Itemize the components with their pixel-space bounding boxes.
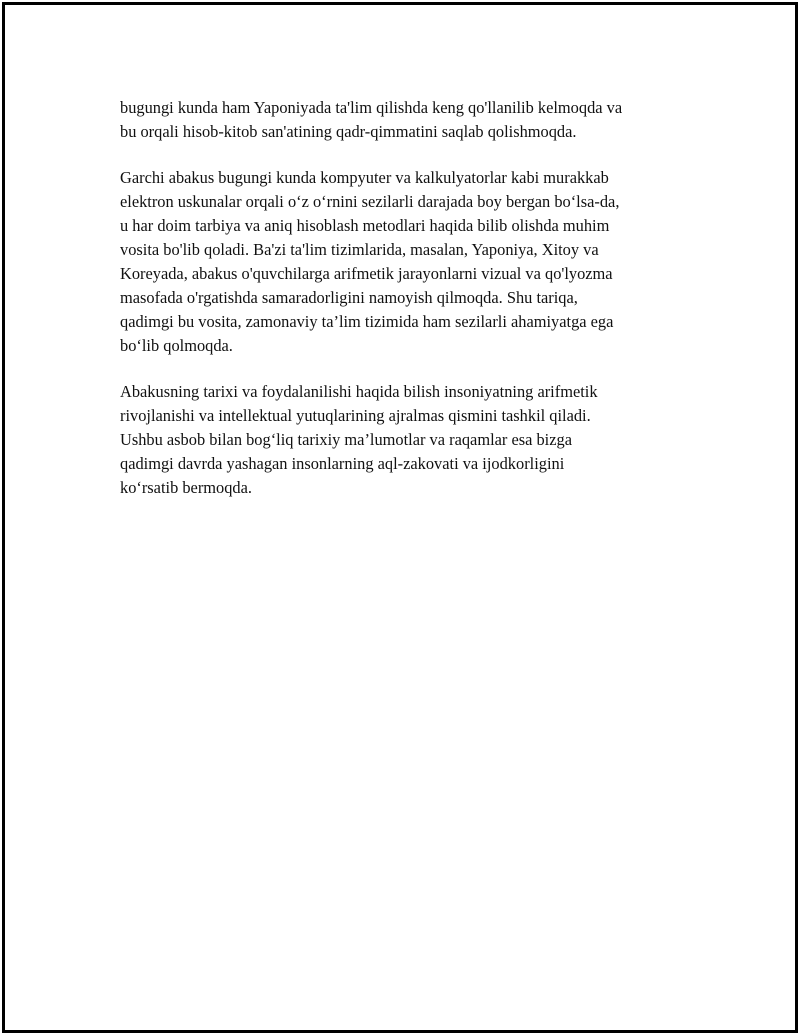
text-line: masofada o'rgatishda samaradorligini namoyish qilmoqda. Shu tariqa, bbox=[120, 288, 578, 307]
text-line: rivojlanishi va intellektual yutuqlarining ajralmas qismini tashkil qiladi. bbox=[120, 406, 591, 425]
text-line: Koreyada, abakus o'quvchilarga arifmetik jarayonlarni vizual va qo'lyozma bbox=[120, 264, 613, 283]
text-line: u har doim tarbiya va aniq hisoblash metodlari haqida bilib olishda muhim bbox=[120, 216, 610, 235]
text-line: Abakusning tarixi va foydalanilishi haqida bilish insoniyatning arifmetik bbox=[120, 382, 598, 401]
text-line: bugungi kunda ham Yaponiyada ta'lim qilishda keng qo'llanilib kelmoqda va bbox=[120, 98, 623, 117]
document-page bbox=[2, 2, 798, 1033]
paragraph-2 bbox=[120, 166, 720, 358]
text-line: elektron uskunalar orqali o‘z o‘rnini sezilarli darajada boy bergan bo‘lsa-da, bbox=[120, 192, 620, 211]
document-body bbox=[120, 96, 720, 522]
text-line: Ushbu asbob bilan bog‘liq tarixiy ma’lumotlar va raqamlar esa bizga bbox=[120, 430, 572, 449]
paragraph-1 bbox=[120, 96, 720, 144]
text-line: qadimgi bu vosita, zamonaviy ta’lim tizimida ham sezilarli ahamiyatga ega bbox=[120, 312, 614, 331]
text-line: qadimgi davrda yashagan insonlarning aql-zakovati va ijodkorligini bbox=[120, 454, 565, 473]
text-line: bo‘lib qolmoqda. bbox=[120, 336, 233, 355]
text-line: Garchi abakus bugungi kunda kompyuter va kalkulyatorlar kabi murakkab bbox=[120, 168, 609, 187]
text-line: vosita bo'lib qoladi. Ba'zi ta'lim tizimlarida, masalan, Yaponiya, Xitoy va bbox=[120, 240, 599, 259]
text-line: bu orqali hisob-kitob san'atining qadr-qimmatini saqlab qolishmoqda. bbox=[120, 122, 577, 141]
paragraph-3 bbox=[120, 380, 720, 500]
text-line: ko‘rsatib bermoqda. bbox=[120, 478, 252, 497]
